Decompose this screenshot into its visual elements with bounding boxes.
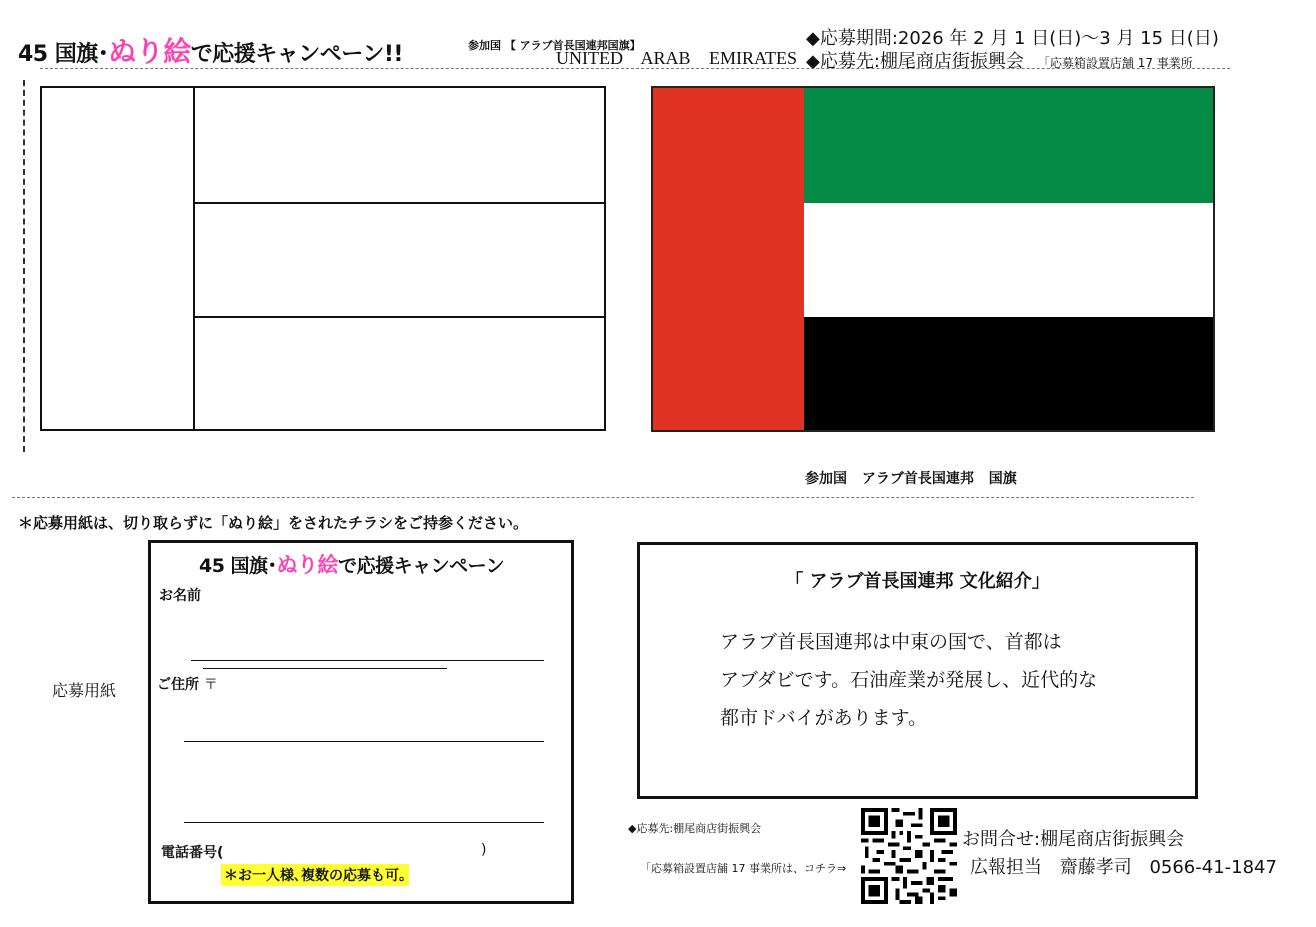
- participating-country-label: 参加国 【 アラブ首長国連邦国旗】: [468, 39, 641, 52]
- title-prefix: 45 国旗･: [18, 42, 109, 67]
- destination-text: ◆応募先:棚尾商店街振興会: [806, 51, 1024, 72]
- culture-line-1: アラブ首長国連邦は中東の国で、首都は: [720, 631, 1062, 653]
- name-label: お名前: [159, 588, 201, 604]
- uae-flag-reference: [651, 86, 1215, 432]
- application-destination: [806, 47, 1193, 73]
- outline-stripe-divider-2: [193, 316, 604, 318]
- flag-black-stripe: [804, 317, 1213, 430]
- address-field-line-2[interactable]: [184, 822, 544, 823]
- entry-form-side-label: 応募用紙: [52, 681, 117, 700]
- culture-line-3: 都市ドバイがあります。: [720, 707, 928, 729]
- contact-person: 広報担当 齋藤孝司 0566-41-1847: [970, 857, 1277, 878]
- address-field-line-1[interactable]: [184, 741, 544, 742]
- flag-caption: 参加国 アラブ首長国連邦 国旗: [805, 471, 1017, 487]
- header-divider: [40, 68, 1230, 69]
- address-label-text: ご住所: [157, 677, 199, 693]
- flag-green-stripe: [804, 88, 1213, 203]
- form-title-prefix: 45 国旗･: [199, 555, 277, 577]
- postal-mark: 〒: [203, 677, 218, 693]
- culture-intro-box: [637, 542, 1198, 799]
- title-exclamation: !!: [383, 42, 403, 67]
- title-suffix: で応援キャンペーン: [190, 42, 384, 67]
- phone-close-paren: ): [481, 842, 487, 858]
- flag-red-band: [653, 88, 804, 430]
- multiple-entries-note: ＊お一人様､複数の応募も可｡: [221, 864, 409, 886]
- outline-hoist-divider: [193, 88, 195, 429]
- culture-line-2: アブダビです。石油産業が発展し、近代的な: [720, 669, 1098, 691]
- coloring-flag-outline[interactable]: [40, 86, 606, 431]
- culture-title: 「 アラブ首長国連邦 文化紹介」: [785, 571, 1050, 592]
- footer-destination: ◆応募先:棚尾商店街振興会: [628, 822, 762, 835]
- form-title-nurie: ぬり絵: [276, 553, 339, 577]
- entry-form: [148, 540, 574, 904]
- campaign-title: [18, 30, 403, 70]
- culture-body: [720, 623, 1097, 737]
- phone-field[interactable]: [235, 862, 475, 863]
- phone-label: 電話番号(: [161, 845, 224, 861]
- contact-title: お問合せ:棚尾商店街振興会: [962, 829, 1185, 850]
- name-field-underline: [203, 668, 447, 669]
- entry-form-title: [199, 549, 504, 579]
- outline-stripe-divider-1: [193, 202, 604, 204]
- cut-line-vertical: [23, 80, 25, 452]
- title-nurie: ぬり絵: [108, 35, 191, 68]
- application-period: ◆応募期間:2026 年 2 月 1 日(日)～3 月 15 日(日): [806, 28, 1219, 49]
- footer-box-note: 「応募箱設置店舗 17 事業所は、コチラ⇒: [640, 862, 847, 875]
- country-english-name: UNITED ARAB EMIRATES: [556, 48, 798, 68]
- submission-note: ＊応募用紙は、切り取らずに「ぬり絵」をされたチラシをご持参ください。: [18, 514, 529, 532]
- destination-note: 「応募箱設置店舗 17 事業所: [1037, 56, 1193, 70]
- address-label: [157, 674, 218, 694]
- name-field[interactable]: [191, 660, 544, 661]
- qr-code-icon[interactable]: [861, 808, 957, 904]
- form-title-suffix: で応援キャンペーン: [338, 555, 505, 577]
- cut-line-horizontal: [12, 497, 1194, 498]
- flag-white-stripe: [804, 203, 1213, 317]
